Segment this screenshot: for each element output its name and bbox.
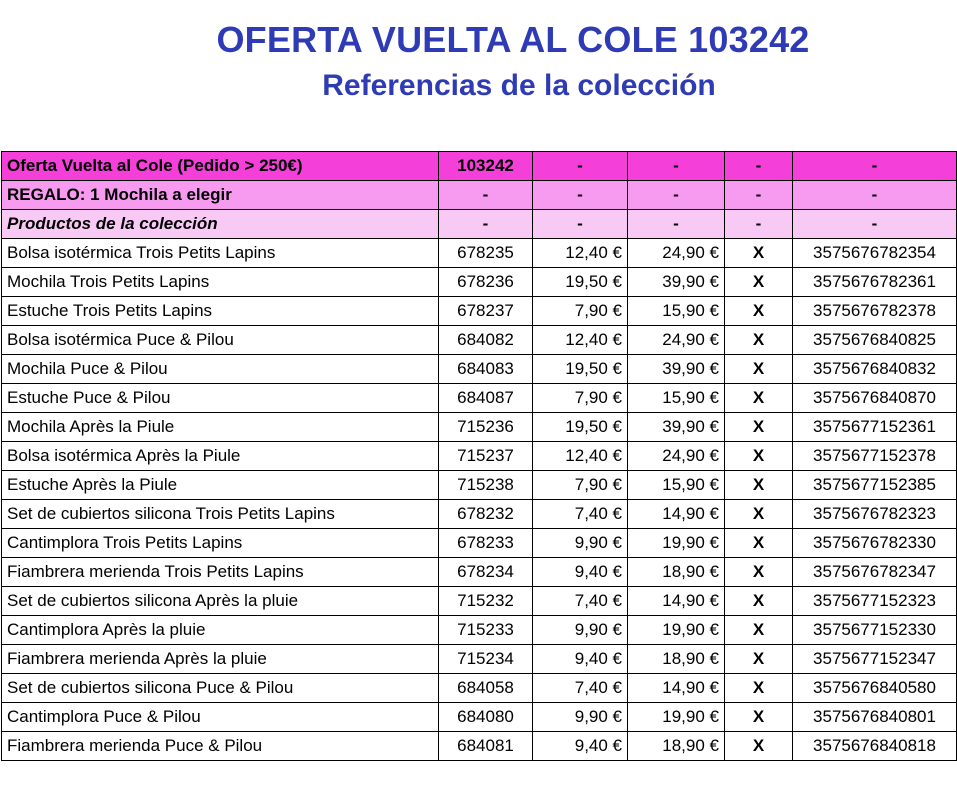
ean-cell: 3575676782361 <box>793 268 957 297</box>
retail-price-cell: 39,90 € <box>628 268 725 297</box>
ean-cell: 3575676840818 <box>793 732 957 761</box>
table-row <box>2 384 957 413</box>
retail-price-cell: 15,90 € <box>628 384 725 413</box>
table-row <box>2 268 957 297</box>
product-name-cell: Estuche Trois Petits Lapins <box>2 297 439 326</box>
collection-table-body <box>2 152 957 761</box>
retail-price-cell: 15,90 € <box>628 297 725 326</box>
mark-cell: X <box>725 732 793 761</box>
cost-price-cell: 7,40 € <box>533 500 628 529</box>
header-value-cell: - <box>793 152 957 181</box>
cost-price-cell: 12,40 € <box>533 326 628 355</box>
cost-price-cell: 9,90 € <box>533 529 628 558</box>
ean-cell: 3575676782347 <box>793 558 957 587</box>
product-name-cell: Set de cubiertos silicona Trois Petits Lapins <box>2 500 439 529</box>
cost-price-cell: 9,90 € <box>533 703 628 732</box>
ean-cell: 3575677152347 <box>793 645 957 674</box>
mark-cell: X <box>725 587 793 616</box>
page-title: OFERTA VUELTA AL COLE 103242 <box>216 19 810 60</box>
reference-cell: 684083 <box>439 355 533 384</box>
cost-price-cell: 12,40 € <box>533 442 628 471</box>
retail-price-cell: 14,90 € <box>628 674 725 703</box>
table-row <box>2 529 957 558</box>
reference-cell: 678234 <box>439 558 533 587</box>
product-name-cell: Mochila Après la Piule <box>2 413 439 442</box>
header-label-cell: Oferta Vuelta al Cole (Pedido > 250€) <box>2 152 439 181</box>
retail-price-cell: 19,90 € <box>628 616 725 645</box>
retail-price-cell: 24,90 € <box>628 239 725 268</box>
retail-price-cell: 18,90 € <box>628 732 725 761</box>
reference-cell: 678237 <box>439 297 533 326</box>
mark-cell: X <box>725 326 793 355</box>
retail-price-cell: 18,90 € <box>628 645 725 674</box>
reference-cell: 684058 <box>439 674 533 703</box>
header-label-cell: Productos de la colección <box>2 210 439 239</box>
product-name-cell: Estuche Puce & Pilou <box>2 384 439 413</box>
cost-price-cell: 9,40 € <box>533 645 628 674</box>
retail-price-cell: 19,90 € <box>628 703 725 732</box>
ean-cell: 3575676782354 <box>793 239 957 268</box>
table-row <box>2 355 957 384</box>
table-row <box>2 239 957 268</box>
header-label-cell: REGALO: 1 Mochila a elegir <box>2 181 439 210</box>
mark-cell: X <box>725 297 793 326</box>
table-row <box>2 587 957 616</box>
table-row <box>2 645 957 674</box>
reference-cell: 678232 <box>439 500 533 529</box>
mark-cell: X <box>725 616 793 645</box>
product-name-cell: Cantimplora Après la pluie <box>2 616 439 645</box>
products-heading-row <box>2 210 957 239</box>
reference-cell: 678233 <box>439 529 533 558</box>
table-row <box>2 326 957 355</box>
table-row <box>2 558 957 587</box>
table-row <box>2 471 957 500</box>
mark-cell: X <box>725 413 793 442</box>
header-value-cell: - <box>793 210 957 239</box>
cost-price-cell: 9,90 € <box>533 616 628 645</box>
table-row <box>2 616 957 645</box>
reference-cell: 715238 <box>439 471 533 500</box>
mark-cell: X <box>725 268 793 297</box>
reference-cell: 715236 <box>439 413 533 442</box>
cost-price-cell: 7,90 € <box>533 471 628 500</box>
header-value-cell: - <box>725 181 793 210</box>
header-value-cell: - <box>439 181 533 210</box>
collection-table <box>1 151 957 761</box>
ean-cell: 3575676782323 <box>793 500 957 529</box>
header-value-cell: - <box>628 152 725 181</box>
ean-cell: 3575676840825 <box>793 326 957 355</box>
header-value-cell: - <box>533 181 628 210</box>
table-row <box>2 674 957 703</box>
cost-price-cell: 9,40 € <box>533 558 628 587</box>
reference-cell: 684081 <box>439 732 533 761</box>
table-row <box>2 500 957 529</box>
ean-cell: 3575677152385 <box>793 471 957 500</box>
mark-cell: X <box>725 384 793 413</box>
product-name-cell: Fiambrera merienda Après la pluie <box>2 645 439 674</box>
product-name-cell: Bolsa isotérmica Puce & Pilou <box>2 326 439 355</box>
ean-cell: 3575677152323 <box>793 587 957 616</box>
header-value-cell: - <box>533 152 628 181</box>
header-value-cell: - <box>725 210 793 239</box>
reference-cell: 678235 <box>439 239 533 268</box>
mark-cell: X <box>725 355 793 384</box>
cost-price-cell: 19,50 € <box>533 355 628 384</box>
ean-cell: 3575676782330 <box>793 529 957 558</box>
reference-cell: 715237 <box>439 442 533 471</box>
retail-price-cell: 39,90 € <box>628 413 725 442</box>
cost-price-cell: 7,40 € <box>533 587 628 616</box>
cost-price-cell: 7,90 € <box>533 297 628 326</box>
header-value-cell: 103242 <box>439 152 533 181</box>
header-value-cell: - <box>793 181 957 210</box>
reference-cell: 684080 <box>439 703 533 732</box>
retail-price-cell: 14,90 € <box>628 587 725 616</box>
table-row <box>2 442 957 471</box>
mark-cell: X <box>725 442 793 471</box>
product-name-cell: Set de cubiertos silicona Puce & Pilou <box>2 674 439 703</box>
table-row <box>2 703 957 732</box>
reference-cell: 715232 <box>439 587 533 616</box>
ean-cell: 3575677152361 <box>793 413 957 442</box>
product-name-cell: Mochila Trois Petits Lapins <box>2 268 439 297</box>
offer-row <box>2 152 957 181</box>
cost-price-cell: 9,40 € <box>533 732 628 761</box>
retail-price-cell: 39,90 € <box>628 355 725 384</box>
product-name-cell: Bolsa isotérmica Trois Petits Lapins <box>2 239 439 268</box>
mark-cell: X <box>725 529 793 558</box>
ean-cell: 3575676840801 <box>793 703 957 732</box>
mark-cell: X <box>725 239 793 268</box>
mark-cell: X <box>725 703 793 732</box>
ean-cell: 3575677152378 <box>793 442 957 471</box>
product-name-cell: Mochila Puce & Pilou <box>2 355 439 384</box>
retail-price-cell: 14,90 € <box>628 500 725 529</box>
retail-price-cell: 18,90 € <box>628 558 725 587</box>
product-name-cell: Fiambrera merienda Puce & Pilou <box>2 732 439 761</box>
page-subtitle: Referencias de la colección <box>322 69 716 102</box>
reference-cell: 715233 <box>439 616 533 645</box>
header-value-cell: - <box>628 181 725 210</box>
ean-cell: 3575676840832 <box>793 355 957 384</box>
mark-cell: X <box>725 558 793 587</box>
reference-cell: 715234 <box>439 645 533 674</box>
cost-price-cell: 12,40 € <box>533 239 628 268</box>
header-value-cell: - <box>725 152 793 181</box>
ean-cell: 3575677152330 <box>793 616 957 645</box>
mark-cell: X <box>725 471 793 500</box>
reference-cell: 678236 <box>439 268 533 297</box>
mark-cell: X <box>725 645 793 674</box>
cost-price-cell: 19,50 € <box>533 268 628 297</box>
product-name-cell: Estuche Après la Piule <box>2 471 439 500</box>
product-name-cell: Bolsa isotérmica Après la Piule <box>2 442 439 471</box>
ean-cell: 3575676840870 <box>793 384 957 413</box>
product-name-cell: Fiambrera merienda Trois Petits Lapins <box>2 558 439 587</box>
retail-price-cell: 24,90 € <box>628 326 725 355</box>
table-row <box>2 413 957 442</box>
ean-cell: 3575676840580 <box>793 674 957 703</box>
header-value-cell: - <box>628 210 725 239</box>
cost-price-cell: 7,40 € <box>533 674 628 703</box>
ean-cell: 3575676782378 <box>793 297 957 326</box>
reference-cell: 684082 <box>439 326 533 355</box>
header-value-cell: - <box>533 210 628 239</box>
product-name-cell: Cantimplora Trois Petits Lapins <box>2 529 439 558</box>
header-value-cell: - <box>439 210 533 239</box>
cost-price-cell: 7,90 € <box>533 384 628 413</box>
gift-row <box>2 181 957 210</box>
product-name-cell: Cantimplora Puce & Pilou <box>2 703 439 732</box>
retail-price-cell: 19,90 € <box>628 529 725 558</box>
cost-price-cell: 19,50 € <box>533 413 628 442</box>
retail-price-cell: 24,90 € <box>628 442 725 471</box>
table-row <box>2 297 957 326</box>
table-row <box>2 732 957 761</box>
reference-cell: 684087 <box>439 384 533 413</box>
mark-cell: X <box>725 674 793 703</box>
retail-price-cell: 15,90 € <box>628 471 725 500</box>
mark-cell: X <box>725 500 793 529</box>
product-name-cell: Set de cubiertos silicona Après la pluie <box>2 587 439 616</box>
